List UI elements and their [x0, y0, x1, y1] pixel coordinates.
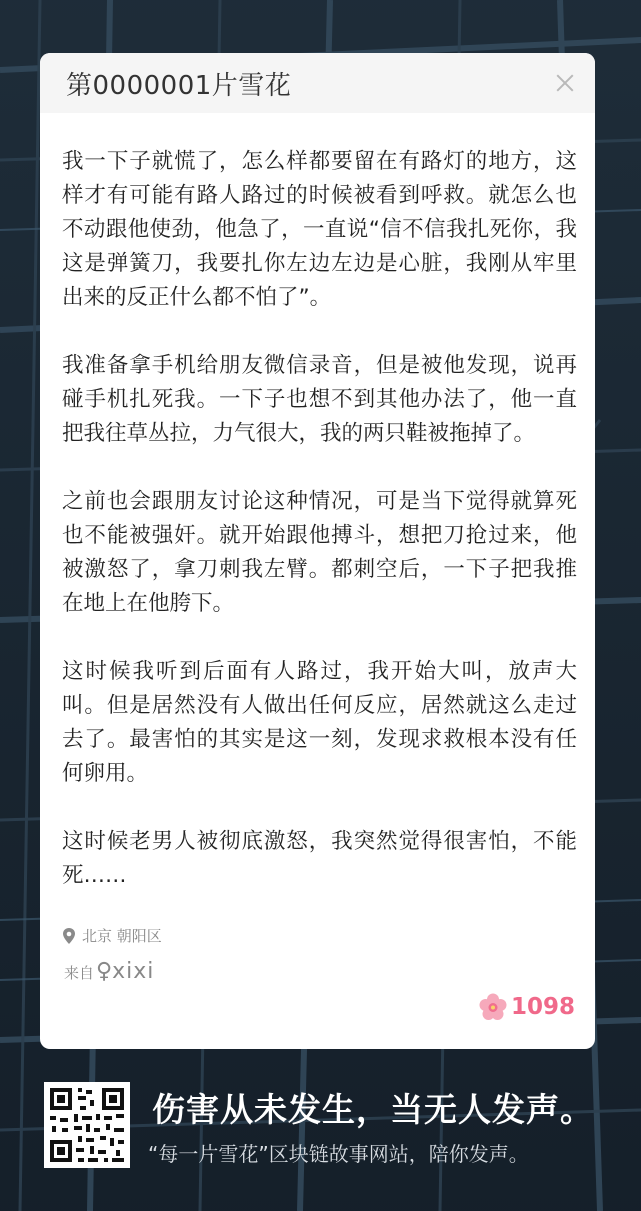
author-prefix: 来自 — [64, 964, 95, 982]
card-title: 第0000001片雪花 — [66, 70, 292, 101]
card-header — [40, 53, 595, 113]
footer-tagline: “每一片雪花”区块链故事网站，陪你发声。 — [148, 1142, 529, 1166]
close-icon[interactable] — [551, 69, 579, 97]
author-name: xixi — [112, 959, 155, 984]
story-card — [40, 53, 595, 1049]
footer-slogan: 伤害从未发生，当无人发声。 — [152, 1090, 594, 1129]
story-paragraph: 这时候我听到后面有人路过，我开始大叫，放声大叫。但是居然没有人做出任何反应，居然就这么走过去了。最害怕的其实是这一刻，发现求救根本没有任何卵用。 — [62, 659, 577, 786]
story-paragraph: 这时候老男人被彻底激怒，我突然觉得很害怕，不能死…… — [62, 829, 577, 888]
pin-icon — [62, 928, 76, 944]
story-body — [40, 113, 595, 893]
qr-code — [44, 1082, 130, 1168]
story-paragraph: 我准备拿手机给朋友微信录音，但是被他发现，说再碰手机扎死我。一下子也想不到其他办法了，他一直把我往草丛拉，力气很大，我的两只鞋被拖掉了。 — [62, 353, 577, 446]
footer — [44, 1080, 614, 1170]
cherry-blossom-icon — [479, 993, 507, 1021]
location — [62, 925, 162, 946]
story-paragraph: 之前也会跟朋友讨论这种情况，可是当下觉得就算死也不能被强奸。就开始跟他搏斗，想把刀抢过来，他被激怒了，拿刀刺我左臂。都刺空后，一下子把我推在地上在他胯下。 — [62, 489, 577, 616]
location-text: 北京 朝阳区 — [82, 927, 162, 945]
like-count: 1098 — [510, 994, 575, 1020]
author — [64, 959, 154, 984]
story-paragraph: 我一下子就慌了，怎么样都要留在有路灯的地方，这样才有可能有路人路过的时候被看到呼救。就怎么也不动跟他使劲，他急了，一直说“信不信我扎死你，我这是弹簧刀，我要扎你左边左边是心脏，我刚从牢里出来的反正什么都不怕了”。 — [62, 149, 577, 310]
like-button[interactable] — [479, 993, 575, 1021]
female-icon: ♀ — [96, 959, 113, 984]
